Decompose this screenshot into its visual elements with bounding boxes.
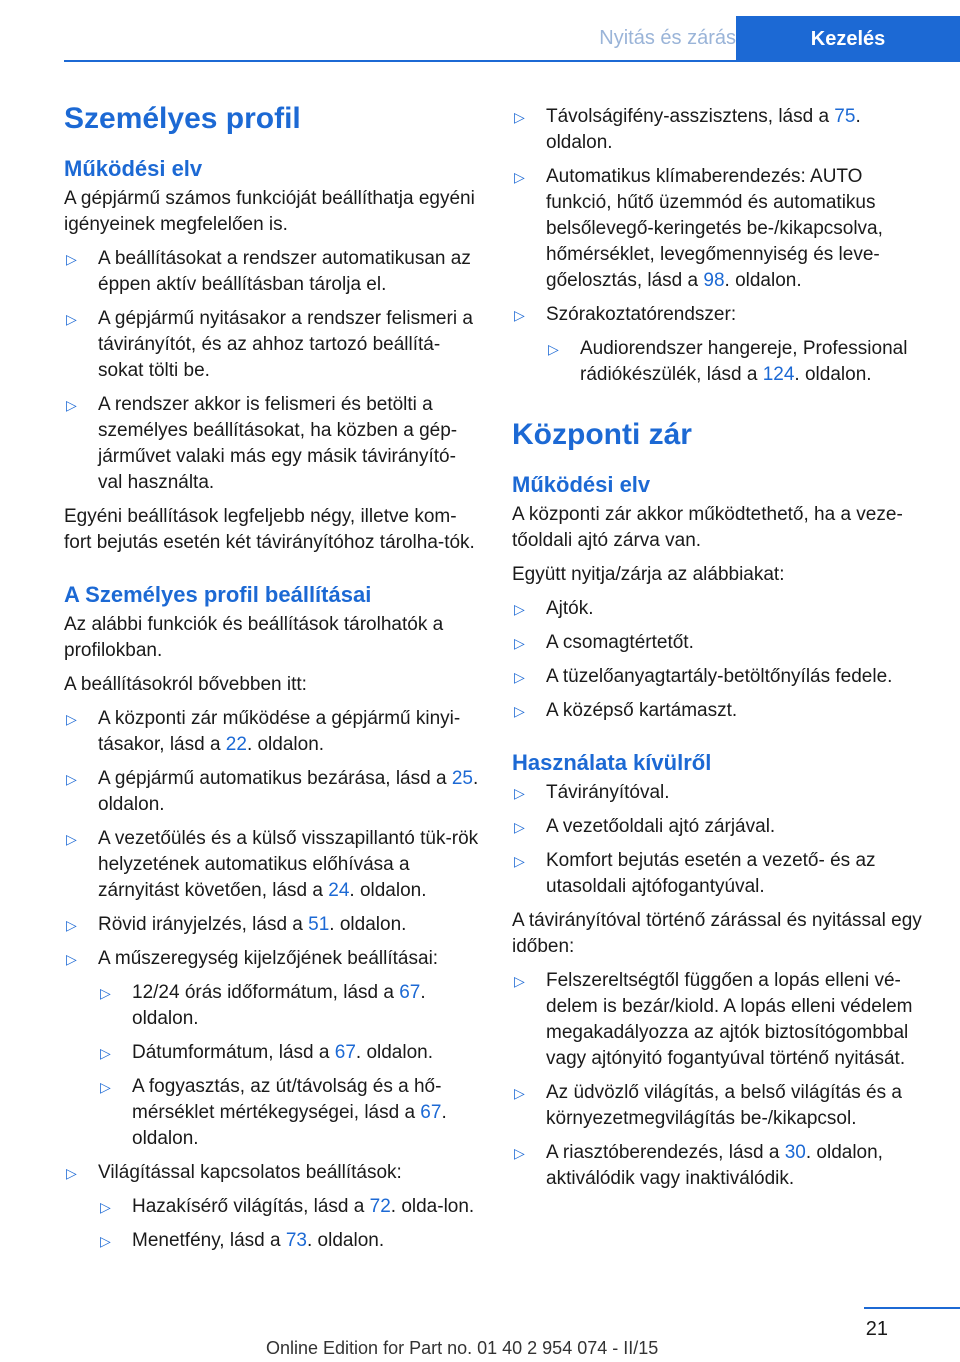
list-item: ▷ A központi zár működése a gépjármű kinyi-tásakor, lásd a 22. oldalon. <box>64 706 480 758</box>
list-item: ▷ Távirányítóval. <box>512 780 932 806</box>
list-item: ▷ Rövid irányjelzés, lásd a 51. oldalon. <box>64 912 480 938</box>
page-link[interactable]: 98 <box>703 270 725 291</box>
page-link[interactable]: 51 <box>308 914 330 935</box>
list-item: ▷ A műszeregység kijelzőjének beállításai: ▷ 12/24 órás időformátum, lásd a 67. oldalon. ▷ Dátumformátum, lásd a 67. oldalon. ▷ A fogyasztás, az út/távolság és a hő-mérséklet mértékegységei, lásd a 67. oldalon. <box>64 946 480 1152</box>
sub-list <box>98 980 480 1152</box>
bullet-list <box>64 246 480 496</box>
list-item: ▷ A tüzelőanyagtartály-betöltőnyílás fedele. <box>512 664 932 690</box>
subsection-title: Működési elv <box>64 156 203 181</box>
bullet-list <box>512 104 932 388</box>
list-item: ▷ Távolságifény-asszisztens, lásd a 75. oldalon. <box>512 104 932 156</box>
list-item: ▷ A vezetőülés és a külső visszapillantó tük-rök helyzetének automatikus előhívása a zárnyitást követően, lásd a 24. oldalon. <box>64 826 480 904</box>
subsection-title: Használata kívülről <box>512 750 712 775</box>
page-link[interactable]: 67 <box>399 982 421 1003</box>
list-item: ▷ A rendszer akkor is felismeri és betölti a személyes beállításokat, ha közben a gép-járművet valaki más egy másik távirányító-val használta. <box>64 392 480 496</box>
page-link[interactable]: 124 <box>762 364 795 385</box>
sub-list-item: ▷ Dátumformátum, lásd a 67. oldalon. <box>98 1040 480 1066</box>
page-link[interactable]: 30 <box>784 1142 806 1163</box>
sub-list <box>98 1194 480 1254</box>
page-link[interactable]: 75 <box>834 106 856 127</box>
left-column <box>64 100 480 1262</box>
list-item: ▷ A középső kartámaszt. <box>512 698 932 724</box>
sub-list-item: ▷ Menetfény, lásd a 73. oldalon. <box>98 1228 480 1254</box>
bullet-list <box>64 706 480 1254</box>
bullet-list <box>512 780 932 900</box>
list-item: ▷ Felszereltségtől függően a lopás elleni vé-delem is bezár/kiold. A lopás elleni védelem megakadályozza az ajtók biztosítógombbal vagy ajtónyitó fogantyúval történő nyitását. <box>512 968 932 1072</box>
list-item: ▷ A vezetőoldali ajtó zárjával. <box>512 814 932 840</box>
page-link[interactable]: 67 <box>334 1042 356 1063</box>
paragraph: A távirányítóval történő zárással és nyitással egy időben: <box>512 910 922 957</box>
chapter-tab[interactable]: Kezelés <box>736 16 960 62</box>
list-item: ▷ A beállításokat a rendszer automatikusan az éppen aktív beállításban tárolja el. <box>64 246 480 298</box>
section-tab[interactable]: Nyitás és zárás <box>599 27 736 49</box>
right-column <box>512 104 932 1200</box>
paragraph: Együtt nyitja/zárja az alábbiakat: <box>512 564 785 585</box>
footer-rule <box>864 1307 960 1309</box>
page-link[interactable]: 24 <box>328 880 350 901</box>
list-item: ▷ Komfort bejutás esetén a vezető- és az utasoldali ajtófogantyúval. <box>512 848 932 900</box>
page-header <box>0 0 960 60</box>
page-link[interactable]: 22 <box>225 734 247 755</box>
list-item: ▷ A csomagtértetőt. <box>512 630 932 656</box>
list-item: ▷ Az üdvözlő világítás, a belső világítás és a környezetmegvilágítás be-/kikapcsol. <box>512 1080 932 1132</box>
sub-list <box>546 336 932 388</box>
list-item: ▷ A gépjármű nyitásakor a rendszer felismeri a távirányítót, és az ahhoz tartozó beállítá-sokat tölti be. <box>64 306 480 384</box>
sub-list-item: ▷ Audiorendszer hangereje, Professional rádiókészülék, lásd a 124. oldalon. <box>546 336 932 388</box>
sub-list-item: ▷ A fogyasztás, az út/távolság és a hő-mérséklet mértékegységei, lásd a 67. oldalon. <box>98 1074 480 1152</box>
header-rule <box>64 60 960 62</box>
sub-list-item: ▷ 12/24 órás időformátum, lásd a 67. oldalon. <box>98 980 480 1032</box>
subsection-title: Működési elv <box>512 472 651 497</box>
section-title: Központi zár <box>512 418 692 451</box>
list-item: ▷ Világítással kapcsolatos beállítások: ▷ Hazakísérő világítás, lásd a 72. olda-lon. ▷ Menetfény, lásd a 73. oldalon. <box>64 1160 480 1254</box>
paragraph: Az alábbi funkciók és beállítások tárolhatók a profilokban. <box>64 614 444 661</box>
list-item: ▷ Ajtók. <box>512 596 932 622</box>
page-number: 21 <box>865 1318 888 1340</box>
page-link[interactable]: 73 <box>285 1230 307 1251</box>
subsection-title: A Személyes profil beállításai <box>64 582 372 607</box>
list-item: ▷ Automatikus klímaberendezés: AUTO funkció, hűtő üzemmód és automatikus belsőlevegő-keringetés be-/kikapcsolva, hőmérséklet, levegőmennyiség és leve-gőelosztás, lásd a 98. oldalon. <box>512 164 932 294</box>
list-item: ▷ Szórakoztatórendszer: ▷ Audiorendszer hangereje, Professional rádiókészülék, lásd a 124. oldalon. <box>512 302 932 388</box>
page-link[interactable]: 25 <box>451 768 473 789</box>
page-link[interactable]: 72 <box>369 1196 391 1217</box>
paragraph: A központi zár akkor működtethető, ha a veze-tőoldali ajtó zárva van. <box>512 504 903 551</box>
list-item: ▷ A riasztóberendezés, lásd a 30. oldalon, aktiválódik vagy inaktiválódik. <box>512 1140 932 1192</box>
paragraph: A gépjármű számos funkcióját beállíthatja egyéni igényeinek megfelelően is. <box>64 188 475 235</box>
edition-note: Online Edition for Part no. 01 40 2 954 074 - II/15 <box>266 1338 659 1358</box>
sub-list-item: ▷ Hazakísérő világítás, lásd a 72. olda-lon. <box>98 1194 480 1220</box>
paragraph: Egyéni beállítások legfeljebb négy, illetve kom-fort bejutás esetén két távirányítóhoz tárolha-tók. <box>64 506 475 553</box>
section-title: Személyes profil <box>64 102 301 135</box>
bullet-list <box>512 968 932 1192</box>
paragraph: A beállításokról bővebben itt: <box>64 674 307 695</box>
bullet-list <box>512 596 932 724</box>
page-link[interactable]: 67 <box>420 1102 442 1123</box>
list-item: ▷ A gépjármű automatikus bezárása, lásd a 25. oldalon. <box>64 766 480 818</box>
